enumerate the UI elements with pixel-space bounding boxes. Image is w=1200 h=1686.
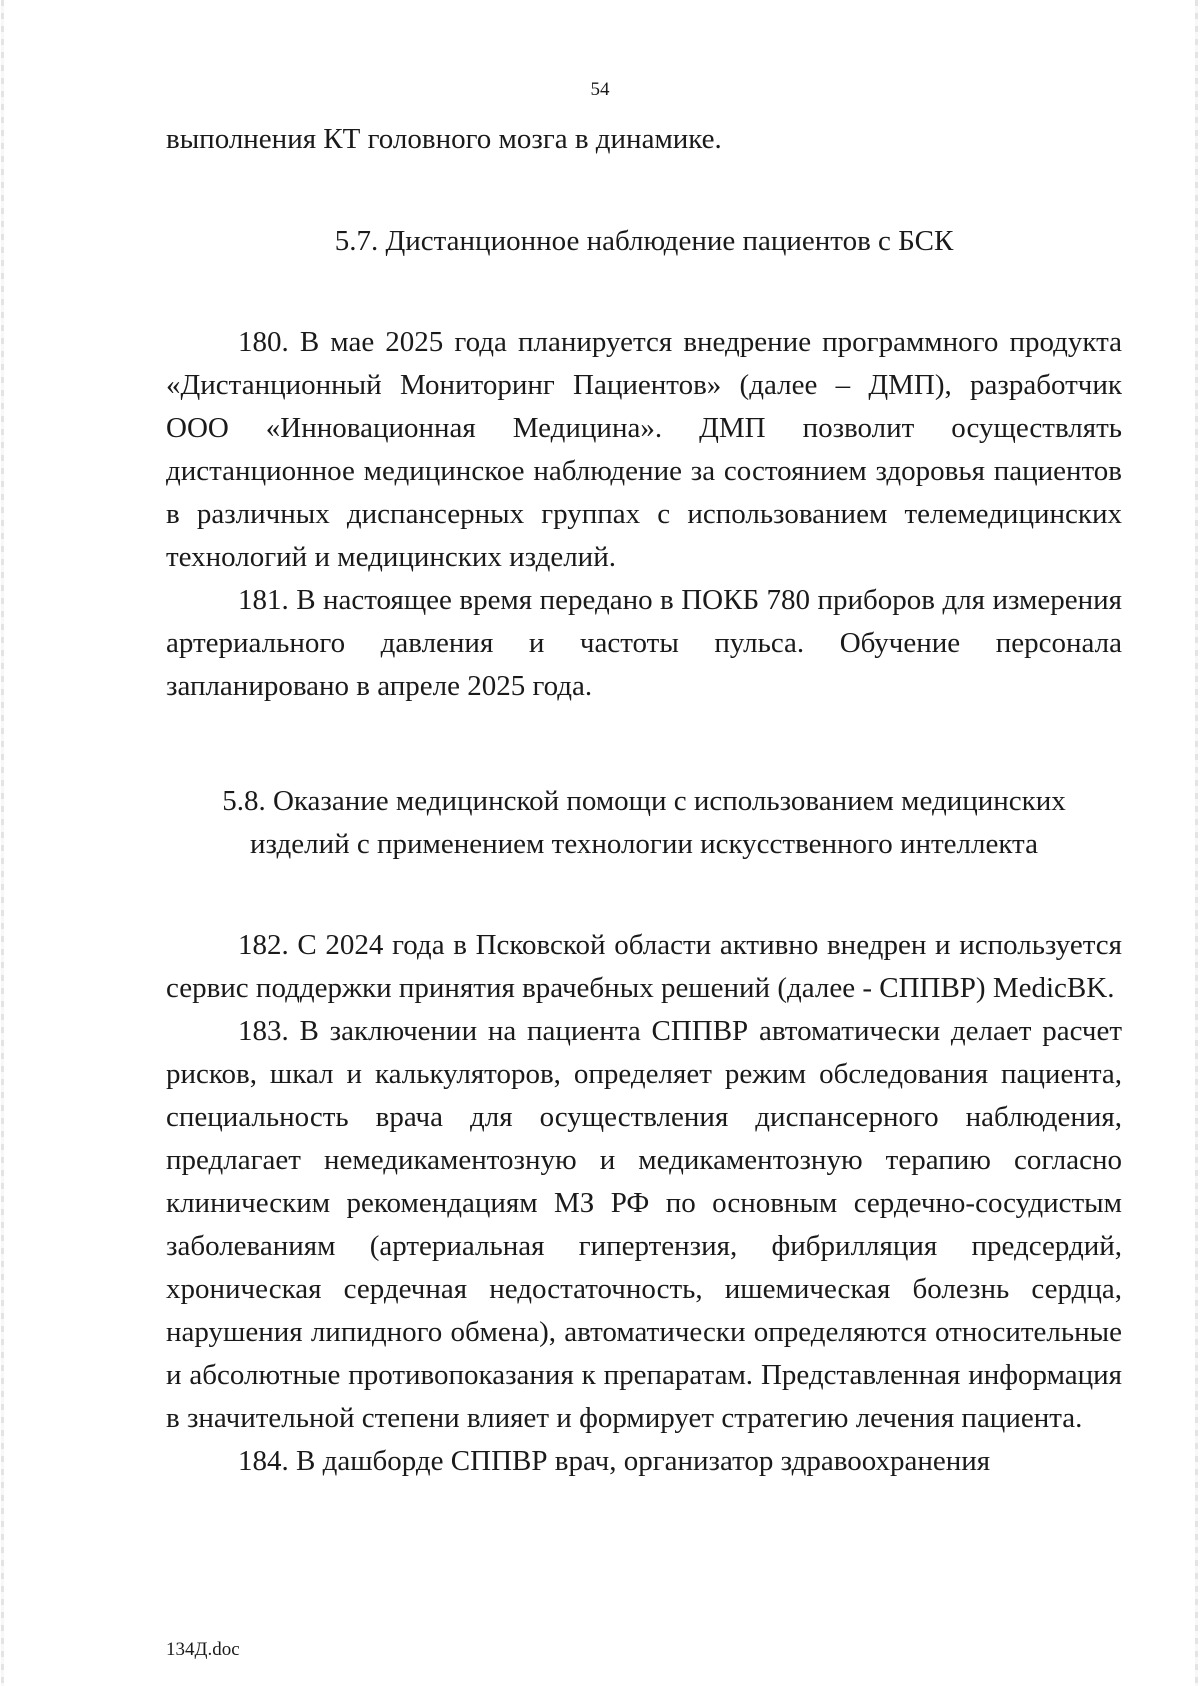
scan-edge-left xyxy=(1,0,4,1686)
paragraph-182: 182. С 2024 года в Псковской области активно внедрен и используется сервис поддержки принятия врачебных решений (далее - СППВР) MedicBK. xyxy=(166,929,1122,1004)
section-heading-5-8-line-2: изделий с применением технологии искусственного интеллекта xyxy=(250,828,1038,860)
page-number: 54 xyxy=(590,79,610,100)
scan-edge-right xyxy=(1195,0,1198,1686)
section-heading-5-8 xyxy=(166,780,1122,866)
paragraph-181: 181. В настоящее время передано в ПОКБ 780 приборов для измерения артериального давления и частоты пульса. Обучение персонала запланировано в апреле 2025 года. xyxy=(166,584,1122,702)
paragraph-180: 180. В мае 2025 года планируется внедрение программного продукта «Дистанционный Мониторинг Пациентов» (далее – ДМП), разработчик ООО «Инновационная Медицина». ДМП позволит осуществлять дистанционное медицинское наблюдение за состоянием здоровья пациентов в различных диспансерных группах с использованием телемедицинских технологий и медицинских изделий. xyxy=(166,326,1122,573)
continuation-text: выполнения КТ головного мозга в динамике. xyxy=(166,123,722,155)
document-filename: 134Д.doc xyxy=(166,1639,240,1660)
paragraph-184: 184. В дашборде СППВР врач, организатор здравоохранения xyxy=(238,1445,991,1477)
section-heading-5-8-line-1: 5.8. Оказание медицинской помощи с использованием медицинских xyxy=(222,785,1066,817)
section-heading-5-7: 5.7. Дистанционное наблюдение пациентов с БСК xyxy=(334,225,954,257)
section-5-8-body xyxy=(166,924,1122,1483)
section-5-7-body xyxy=(166,321,1122,708)
paragraph-183: 183. В заключении на пациента СППВР автоматически делает расчет рисков, шкал и калькуляторов, определяет режим обследования пациента, специальность врача для осуществления диспансерного наблюдения, предлагает немедикаментозную и медикаментозную терапию согласно клиническим рекомендациям МЗ РФ по основным сердечно-сосудистым заболеваниям (артериальная гипертензия, фибрилляция предсердий, хроническая сердечная недостаточность, ишемическая болезнь сердца, нарушения липидного обмена), автоматически определяются относительные и абсолютные противопоказания к препаратам. Представленная информация в значительной степени влияет и формирует стратегию лечения пациента. xyxy=(166,1015,1122,1434)
